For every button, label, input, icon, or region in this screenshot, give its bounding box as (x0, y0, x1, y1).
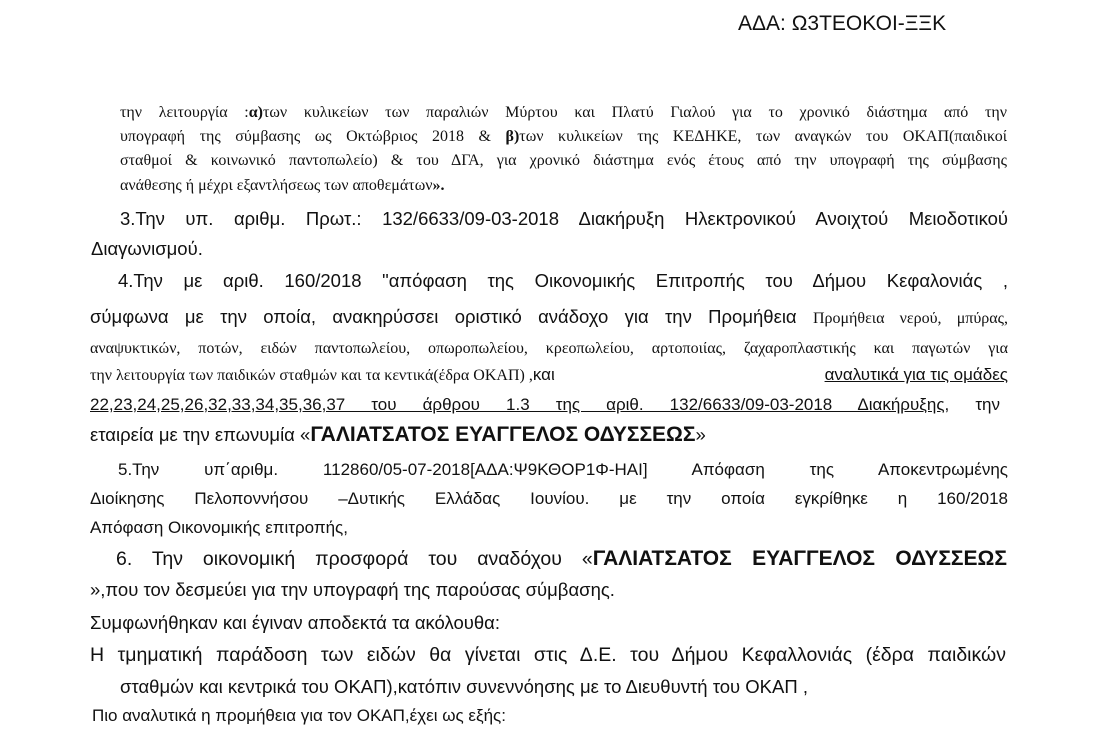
closing-line2: Η τμηματική παράδοση των ειδών θα γίνεται στις Δ.Ε. του Δήμου Κεφαλλονιάς (έδρα παιδικών (90, 644, 1006, 666)
item4-line4: την λειτουργία των παιδικών σταθμών και τα κεντικά(έδρα ΟΚΑΠ) ,και αναλυτικά για τις ομάδες (90, 365, 1008, 384)
closing-line4: Πιο αναλυτικά η προμήθεια για τον ΟΚΑΠ,έχει ως εξής: (92, 706, 506, 725)
para1-line3: σταθμοί & κοινωνικό παντοπωλείο) & του ΔΓΑ, για χρονικό διάστημα ενός έτους από την υπογραφή της σύμβασης (120, 152, 1007, 169)
closing-line1: Συμφωνήθηκαν και έγιναν αποδεκτά τα ακόλουθα: (90, 612, 500, 633)
item4-line3: αναψυκτικών, ποτών, ειδών παντοπωλείου, οπωροπωλείου, κρεοπωλείου, αρτοποιίας, ζαχαροπλαστικής και παγωτών για (90, 340, 1008, 357)
item4-line5: 22,23,24,25,26,32,33,34,35,36,37 του άρθρου 1.3 της αριθ. 132/6633/09-03-2018 Διακήρυξης, την (90, 395, 1000, 414)
item5-line3: Απόφαση Οικονομικής επιτροπής, (90, 518, 348, 537)
item4-line1: 4.Την με αριθ. 160/2018 "απόφαση της Οικονομικής Επιτροπής του Δήμου Κεφαλονιάς , (118, 270, 1008, 291)
item5-line1: 5.Την υπ΄αριθμ. 112860/05-07-2018[ΑΔΑ:Ψ9ΚΘΟΡ1Φ-ΗΑΙ] Απόφαση της Αποκεντρωμένης (118, 460, 1008, 479)
item3-line1: 3.Την υπ. αριθμ. Πρωτ.: 132/6633/09-03-2018 Διακήρυξη Ηλεκτρονικού Ανοιχτού Μειοδοτικού (120, 208, 1008, 229)
closing-line3: σταθμών και κεντρικά του ΟΚΑΠ),κατόπιν συνεννόησης με το Διευθυντή του ΟΚΑΠ , (120, 676, 808, 697)
item4-line6: εταιρεία με την επωνυμία «ΓΑΛΙΑΤΣΑΤΟΣ ΕΥΑΓΓΕΛΟΣ ΟΔΥΣΣΕΩΣ» (90, 423, 706, 446)
para1-line4: ανάθεσης ή μέχρι εξαντλήσεως των αποθεμάτων». (120, 177, 445, 194)
item4-line2: σύμφωνα με την οποία, ανακηρύσσει οριστικό ανάδοχο για την Προμήθεια Προμήθεια νερού, μπύρας, (90, 306, 1008, 327)
ada-code: ΑΔΑ: Ω3ΤΕΟΚΟΙ-ΞΞΚ (738, 12, 947, 35)
item5-line2: Διοίκησης Πελοποννήσου –Δυτικής Ελλάδας Ιουνίου. με την οποία εγκρίθηκε η 160/2018 (90, 489, 1008, 508)
item6-line2: »,που τον δεσμεύει για την υπογραφή της παρούσας σύμβασης. (90, 579, 615, 600)
para1-line1: την λειτουργία :α)των κυλικείων των παραλιών Μύρτου και Πλατύ Γιαλού για το χρονικό διάστημα από την (120, 104, 1007, 121)
item6-line1: 6. Την οικονομική προσφορά του αναδόχου «ΓΑΛΙΑΤΣΑΤΟΣ ΕΥΑΓΓΕΛΟΣ ΟΔΥΣΣΕΩΣ (116, 547, 1007, 570)
item3-line2: Διαγωνισμού. (91, 238, 203, 259)
para1-line2: υπογραφή της σύμβασης ως Οκτώβριος 2018 & β)των κυλικείων της ΚΕΔΗΚΕ, των αναγκών του ΟΚΑΠ(παιδικοί (120, 128, 1007, 145)
